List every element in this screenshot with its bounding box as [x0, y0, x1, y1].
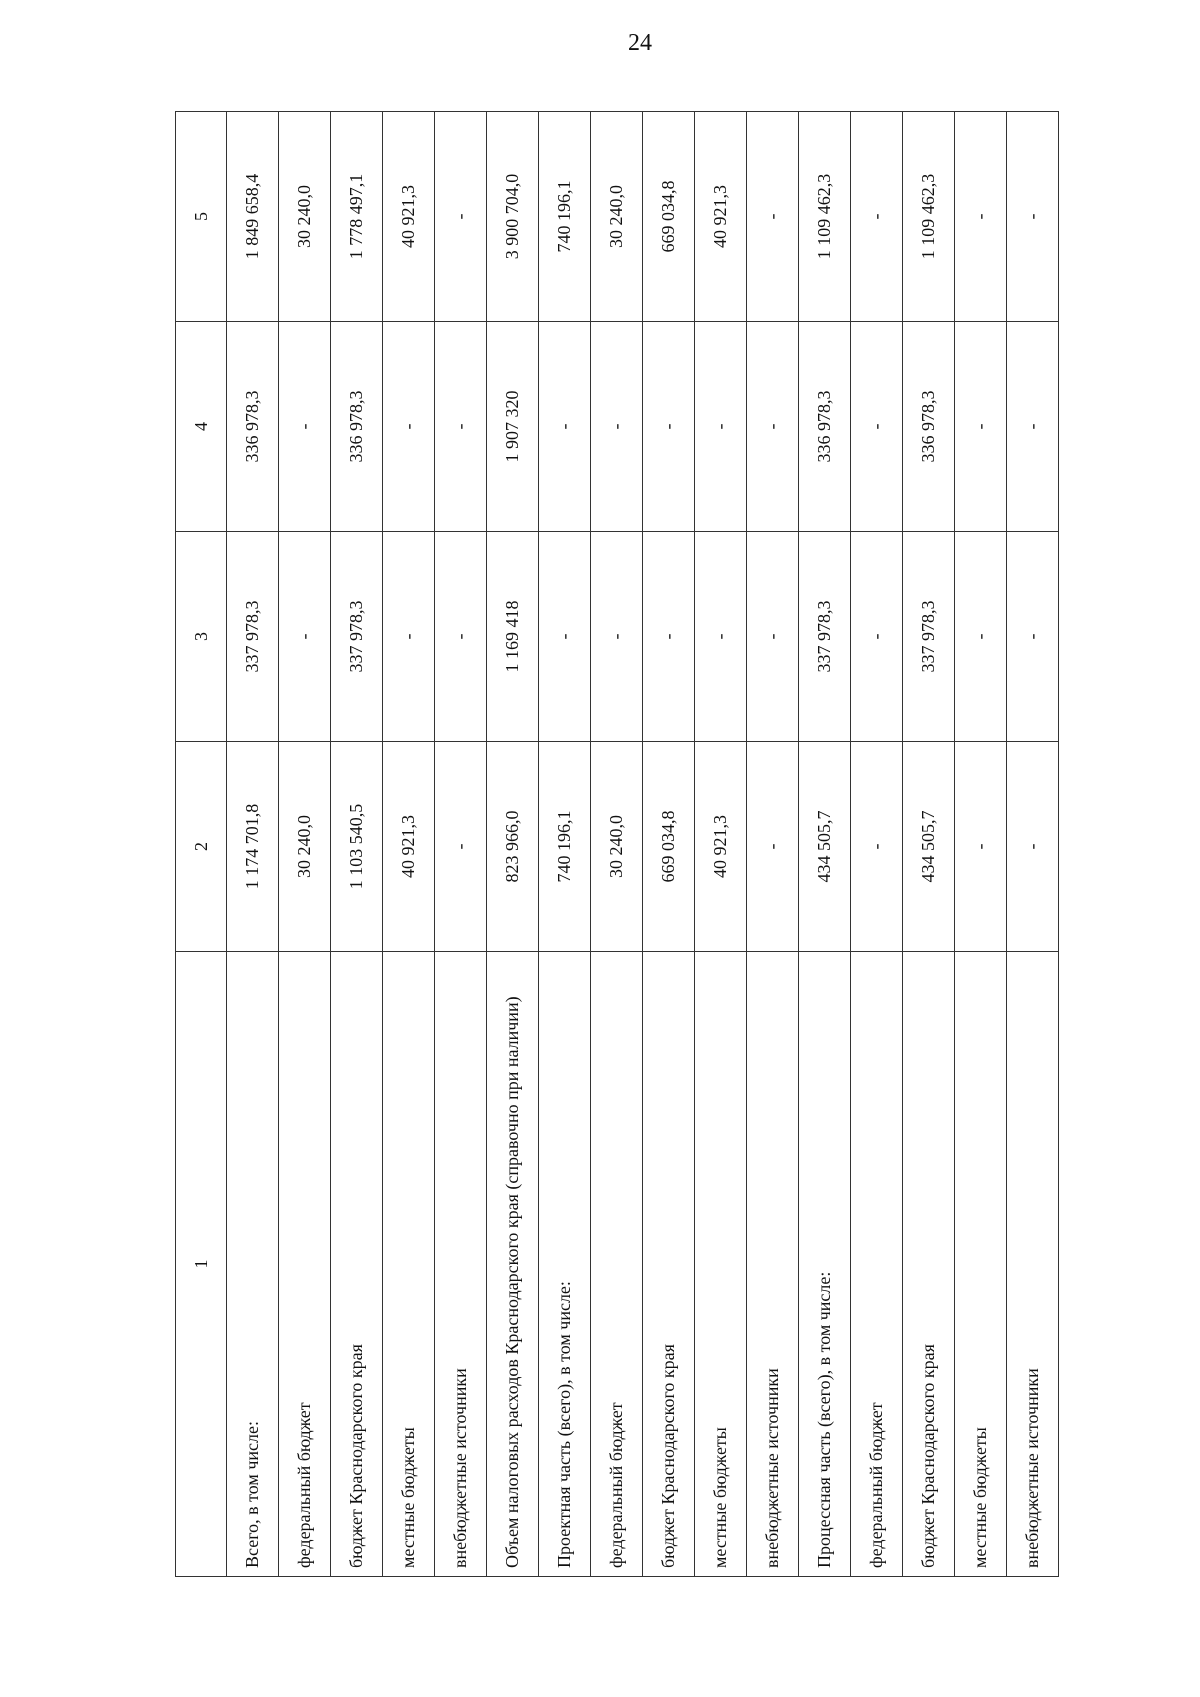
table-cell: - [851, 112, 903, 322]
table-cell: - [851, 742, 903, 952]
table-cell: 434 505,7 [799, 742, 851, 952]
table-row [851, 112, 903, 1577]
table-cell: 337 978,3 [799, 532, 851, 742]
table-cell: 740 196,1 [539, 112, 591, 322]
row-label: внебюджетные источники [435, 952, 487, 1577]
row-label: бюджет Краснодарского края [903, 952, 955, 1577]
column-header: 4 [176, 322, 227, 532]
table-cell: - [955, 112, 1007, 322]
row-label: федеральный бюджет [851, 952, 903, 1577]
table-container [175, 112, 1042, 1577]
table-cell: - [851, 532, 903, 742]
table-cell: - [695, 532, 747, 742]
table-cell: 1 849 658,4 [227, 112, 279, 322]
table-cell: - [695, 322, 747, 532]
table-row [903, 112, 955, 1577]
row-label: внебюджетные источники [747, 952, 799, 1577]
table-cell: 336 978,3 [799, 322, 851, 532]
table-cell: 40 921,3 [695, 112, 747, 322]
table-cell: - [1007, 322, 1059, 532]
table-row [487, 112, 539, 1577]
table-cell: - [539, 322, 591, 532]
table-row [539, 112, 591, 1577]
table-cell: 669 034,8 [643, 112, 695, 322]
table-cell: 40 921,3 [383, 112, 435, 322]
budget-table [175, 111, 1059, 1577]
column-header: 1 [176, 952, 227, 1577]
table-cell: 30 240,0 [591, 742, 643, 952]
table-row [279, 112, 331, 1577]
table-cell: 669 034,8 [643, 742, 695, 952]
page-number: 24 [628, 30, 652, 56]
row-label: федеральный бюджет [591, 952, 643, 1577]
table-cell: 1 907 320 [487, 322, 539, 532]
table-row [331, 112, 383, 1577]
table-cell: - [435, 322, 487, 532]
table-cell: - [383, 322, 435, 532]
table-cell: - [955, 742, 1007, 952]
table-cell: - [435, 112, 487, 322]
table-cell: - [279, 322, 331, 532]
table-row [435, 112, 487, 1577]
table-cell: 40 921,3 [383, 742, 435, 952]
table-cell: - [383, 532, 435, 742]
table-cell: - [1007, 112, 1059, 322]
table-row [1007, 112, 1059, 1577]
table-cell: - [643, 532, 695, 742]
table-cell: 1 103 540,5 [331, 742, 383, 952]
table-cell: 1 169 418 [487, 532, 539, 742]
table-cell: - [279, 532, 331, 742]
table-cell: - [435, 742, 487, 952]
row-label: местные бюджеты [383, 952, 435, 1577]
table-cell: - [591, 532, 643, 742]
table-cell: 823 966,0 [487, 742, 539, 952]
row-label: бюджет Краснодарского края [643, 952, 695, 1577]
table-cell: - [955, 532, 1007, 742]
table-cell: 1 778 497,1 [331, 112, 383, 322]
rotated-table-frame [175, 112, 1042, 1577]
table-cell: - [1007, 742, 1059, 952]
table-cell: 1 109 462,3 [799, 112, 851, 322]
table-cell: 337 978,3 [903, 532, 955, 742]
table-cell: 336 978,3 [331, 322, 383, 532]
table-cell: - [851, 322, 903, 532]
row-label: федеральный бюджет [279, 952, 331, 1577]
row-label: бюджет Краснодарского края [331, 952, 383, 1577]
table-row [799, 112, 851, 1577]
table-row [591, 112, 643, 1577]
table-cell: - [591, 322, 643, 532]
table-cell: 336 978,3 [227, 322, 279, 532]
table-cell: 1 174 701,8 [227, 742, 279, 952]
table-cell: - [539, 532, 591, 742]
row-label: Процессная часть (всего), в том числе: [799, 952, 851, 1577]
table-cell: 434 505,7 [903, 742, 955, 952]
table-cell: - [955, 322, 1007, 532]
table-cell: 740 196,1 [539, 742, 591, 952]
table-cell: 1 109 462,3 [903, 112, 955, 322]
table-row [747, 112, 799, 1577]
table-cell: 336 978,3 [903, 322, 955, 532]
table-row [695, 112, 747, 1577]
table-cell: 337 978,3 [227, 532, 279, 742]
row-label: местные бюджеты [955, 952, 1007, 1577]
table-cell: 30 240,0 [591, 112, 643, 322]
table-cell: - [747, 742, 799, 952]
table-cell: - [1007, 532, 1059, 742]
column-header: 5 [176, 112, 227, 322]
table-row [227, 112, 279, 1577]
table-cell: - [747, 532, 799, 742]
table-cell: 337 978,3 [331, 532, 383, 742]
table-row [383, 112, 435, 1577]
column-header: 2 [176, 742, 227, 952]
table-cell: - [747, 112, 799, 322]
row-label: Проектная часть (всего), в том числе: [539, 952, 591, 1577]
table-row [955, 112, 1007, 1577]
row-label: местные бюджеты [695, 952, 747, 1577]
column-header: 3 [176, 532, 227, 742]
table-cell: 30 240,0 [279, 742, 331, 952]
table-body [176, 112, 1059, 1577]
table-cell: - [747, 322, 799, 532]
row-label: Всего, в том числе: [227, 952, 279, 1577]
table-cell: 3 900 704,0 [487, 112, 539, 322]
row-label: Объем налоговых расходов Краснодарского края (справочно при наличии) [487, 952, 539, 1577]
table-row [643, 112, 695, 1577]
table-cell: 40 921,3 [695, 742, 747, 952]
row-label: внебюджетные источники [1007, 952, 1059, 1577]
table-cell: - [435, 532, 487, 742]
table-cell: 30 240,0 [279, 112, 331, 322]
table-cell: - [643, 322, 695, 532]
table-header-row [176, 112, 227, 1577]
